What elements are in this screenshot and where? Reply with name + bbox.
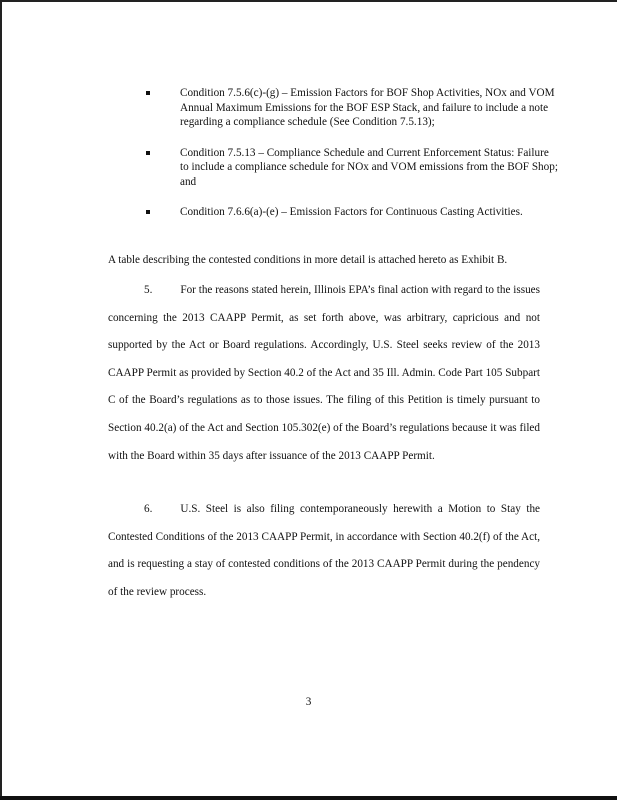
contested-conditions-list: [140, 86, 560, 236]
paragraph-number: 5.: [144, 284, 153, 296]
paragraph-5: [108, 277, 540, 470]
exhibit-note: A table describing the contested conditions in more detail is attached hereto as Exhibit B.: [108, 254, 508, 266]
list-item: [140, 86, 560, 130]
paragraph-6: [108, 496, 540, 606]
scan-border-bottom: [0, 796, 617, 800]
paragraph-text: For the reasons stated herein, Illinois EPA’s final action with regard to the issues concerning the 2013 CAAPP Permit, as set forth above, was arbitrary, capricious and not supported by the Act or Board regulations. Accordingly, U.S. Steel seeks review of the 2013 CAAPP Permit as provided by Section 40.2 of the Act and 35 Ill. Admin. Code Part 105 Subpart C of the Board’s regulations as to those issues. The filing of this Petition is timely pursuant to Section 40.2(a) of the Act and Section 105.302(e) of the Board’s regulations because it was filed with the Board within 35 days after issuance of the 2013 CAAPP Permit.: [108, 284, 540, 462]
list-item: [140, 146, 560, 190]
bullet-text: Condition 7.5.13 – Compliance Schedule and Current Enforcement Status: Failure to include a compliance schedule for NOx and VOM emissions from the BOF Shop; and: [180, 146, 558, 188]
scan-border-left: [0, 0, 2, 800]
bullet-text: Condition 7.5.6(c)-(g) – Emission Factors for BOF Shop Activities, NOx and VOM Annual Maximum Emissions for the BOF ESP Stack, and failure to include a note regarding a compliance schedule (See Condition 7.5.13);: [180, 87, 555, 128]
page-number: 3: [305, 696, 312, 708]
bullet-icon: [146, 210, 150, 214]
scan-border-top: [0, 0, 617, 2]
list-item: [140, 205, 560, 220]
bullet-icon: [146, 91, 150, 95]
paragraph-number: 6.: [144, 503, 153, 515]
paragraph-text: U.S. Steel is also filing contemporaneously herewith a Motion to Stay the Contested Conditions of the 2013 CAAPP Permit, in accordance with Section 40.2(f) of the Act, and is requesting a stay of contested conditions of the 2013 CAAPP Permit during the pendency of the review process.: [108, 503, 540, 598]
bullet-icon: [146, 151, 150, 155]
bullet-text: Condition 7.6.6(a)-(e) – Emission Factors for Continuous Casting Activities.: [180, 206, 523, 218]
